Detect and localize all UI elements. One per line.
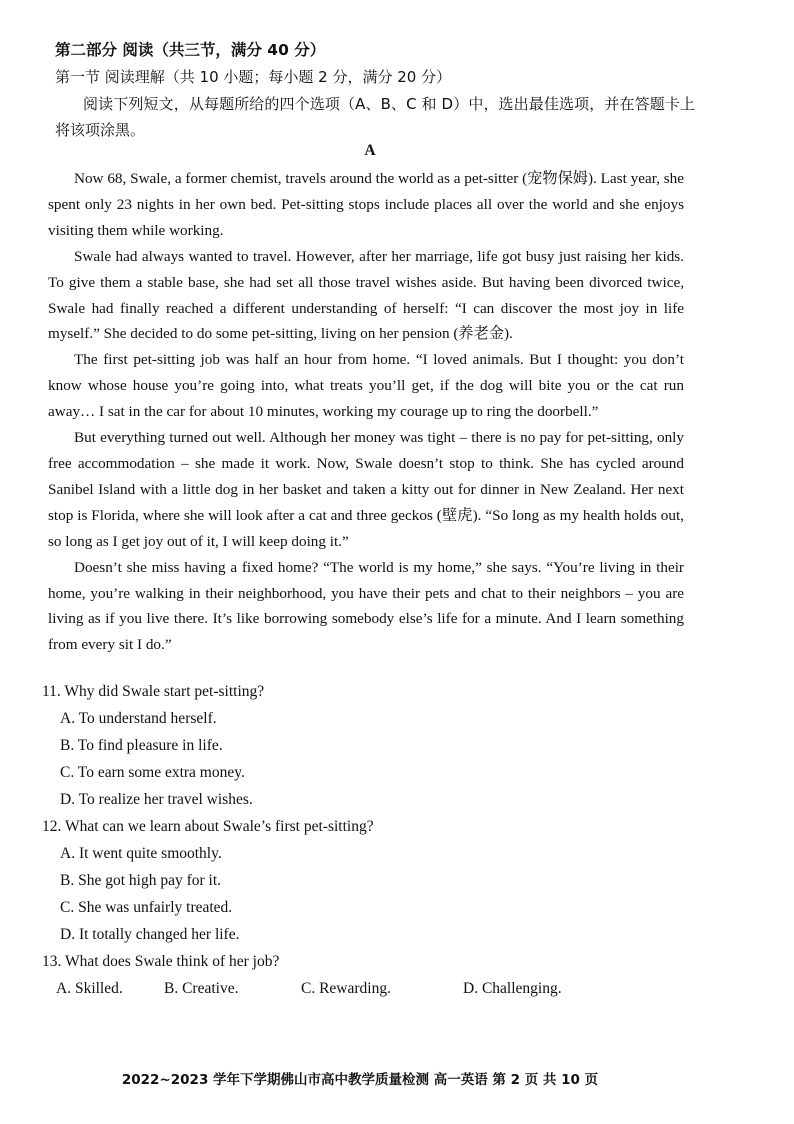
option-b: B. She got high pay for it. — [60, 872, 222, 889]
passage-paragraph: But everything turned out well. Although her money was tight – there is no pay for pet-sitting, only free accommodation – she made it work. Now, Swale doesn’t stop to think. She has cycled around Sanibel Island with a little dog in her basket and taken a kitty out for dinner in New Zealand. Her next stop is Florida, where she will look after a cat and three geckos (壁虎). “So long as my health holds out, so long as I get joy out of it, I will keep doing it.” — [48, 429, 684, 550]
question-list — [42, 678, 702, 1003]
question-12 — [42, 813, 702, 948]
option-d: D. Challenging. — [463, 980, 562, 997]
reading-passage — [48, 166, 684, 658]
option-a: A. Skilled. — [56, 980, 123, 997]
instructions: 阅读下列短文，从每题所给的四个选项（A、B、C 和 D）中，选出最佳选项，并在答题卡上将该项涂黑。 — [55, 95, 695, 139]
question-stem: 13. What does Swale think of her job? — [42, 953, 280, 970]
passage-label: A — [364, 142, 376, 159]
question-stem: 11. Why did Swale start pet-sitting? — [42, 683, 265, 700]
option-d: D. It totally changed her life. — [60, 926, 240, 943]
passage-paragraph: The first pet-sitting job was half an hour from home. “I loved animals. But I thought: you don’t know whose house you’re going into, what treats you’ll get, if the dog will bite you or the cat run away… I sat in the car for about 10 minutes, working my courage up to ring the doorbell.” — [48, 351, 684, 421]
option-a: A. To understand herself. — [60, 710, 217, 727]
option-b: B. To find pleasure in life. — [60, 737, 223, 754]
question-13 — [42, 948, 702, 1003]
question-11 — [42, 678, 702, 813]
passage-paragraph: Swale had always wanted to travel. However, after her marriage, life got busy just raising her kids. To give them a stable base, she had set all those travel wishes aside. But having been divorced twice, Swale had finally reached a different understanding of herself: “I can discover the most joy in life myself.” She decided to do some pet-sitting, living on her pension (养老金). — [48, 247, 684, 343]
option-c: C. She was unfairly treated. — [60, 899, 233, 916]
subsection-title: 第一节 阅读理解（共 10 小题；每小题 2 分，满分 20 分） — [55, 68, 452, 86]
passage-paragraph: Now 68, Swale, a former chemist, travels around the world as a pet-sitter (宠物保姆). Last year, she spent only 23 nights in her own bed. Pet-sitting stops include places all over the world and she enjoys visiting them while working. — [48, 170, 684, 239]
option-a: A. It went quite smoothly. — [60, 845, 222, 862]
section-title: 第二部分 阅读（共三节，满分 40 分） — [55, 41, 326, 59]
option-row — [42, 975, 702, 1003]
option-b: B. Creative. — [164, 980, 239, 997]
option-d: D. To realize her travel wishes. — [60, 791, 253, 808]
passage-paragraph: Doesn’t she miss having a fixed home? “The world is my home,” she says. “You’re living in their home, you’re walking in their neighborhood, you have their pets and chat to their neighbors – you are living as if you live there. It’s like borrowing somebody else’s life for a minute. And I learn something from every sit I do.” — [48, 558, 684, 654]
page-footer: 2022~2023 学年下学期佛山市高中教学质量检测 高一英语 第 2 页 共 10 页 — [121, 1072, 599, 1088]
option-c: C. Rewarding. — [301, 980, 391, 997]
option-c: C. To earn some extra money. — [60, 764, 245, 781]
question-stem: 12. What can we learn about Swale’s first pet-sitting? — [42, 818, 374, 835]
